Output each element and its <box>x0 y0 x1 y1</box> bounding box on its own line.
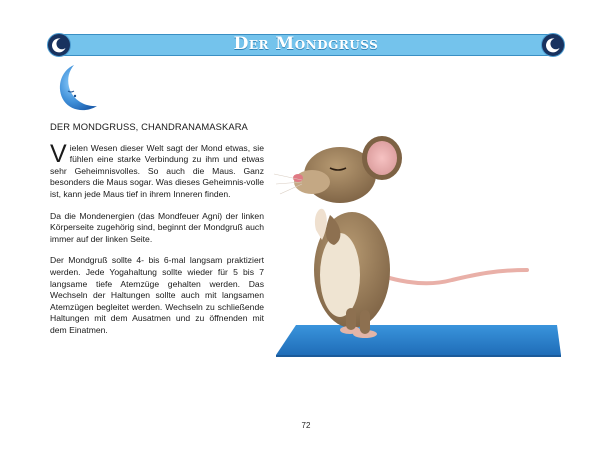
crescent-moon-icon <box>541 33 565 57</box>
page-number: 72 <box>301 421 311 430</box>
paragraph: Der Mondgruß sollte 4- bis 6-mal langsam praktiziert werden. Jede Yogahaltung sollte wieder für 5 bis 7 langsame tiefe Atemzüge gehalten werden. Das Wechseln der Haltungen sollte auch mit langsamen Atemzügen begleitet werden. Wechseln zu schließende Haltungen mit dem Ausatmen und zu öffnenden mit dem Einatmen. <box>50 255 264 335</box>
page-title: Der Mondgruss <box>233 34 379 54</box>
article-body <box>50 121 264 347</box>
paragraph-text: ielen Wesen dieser Welt sagt der Mond etwas, sie fühlen eine starke Verbindung zu ihm und etwas sehr Geheimnisvolles. So auch die Maus. Ganz besonders die Maus sogar. Was dieses Geheimnis-volle ist, kann jede Maus tief in ihrem Inneren finden. <box>50 142 264 199</box>
section-subtitle: DER MONDGRUSS, CHANDRANAMASKARA <box>50 121 248 132</box>
crescent-moon-icon <box>54 63 100 113</box>
paragraph <box>50 139 264 201</box>
drop-cap: V <box>50 139 67 168</box>
paragraph: Da die Mondenergien (das Mondfeuer Agni) der linken Körperseite zugehörig sind, beginnt der Mondgruß auch immer auf der linken Seite. <box>50 210 264 244</box>
mouse-yoga-illustration <box>272 120 572 365</box>
title-banner <box>47 33 565 55</box>
